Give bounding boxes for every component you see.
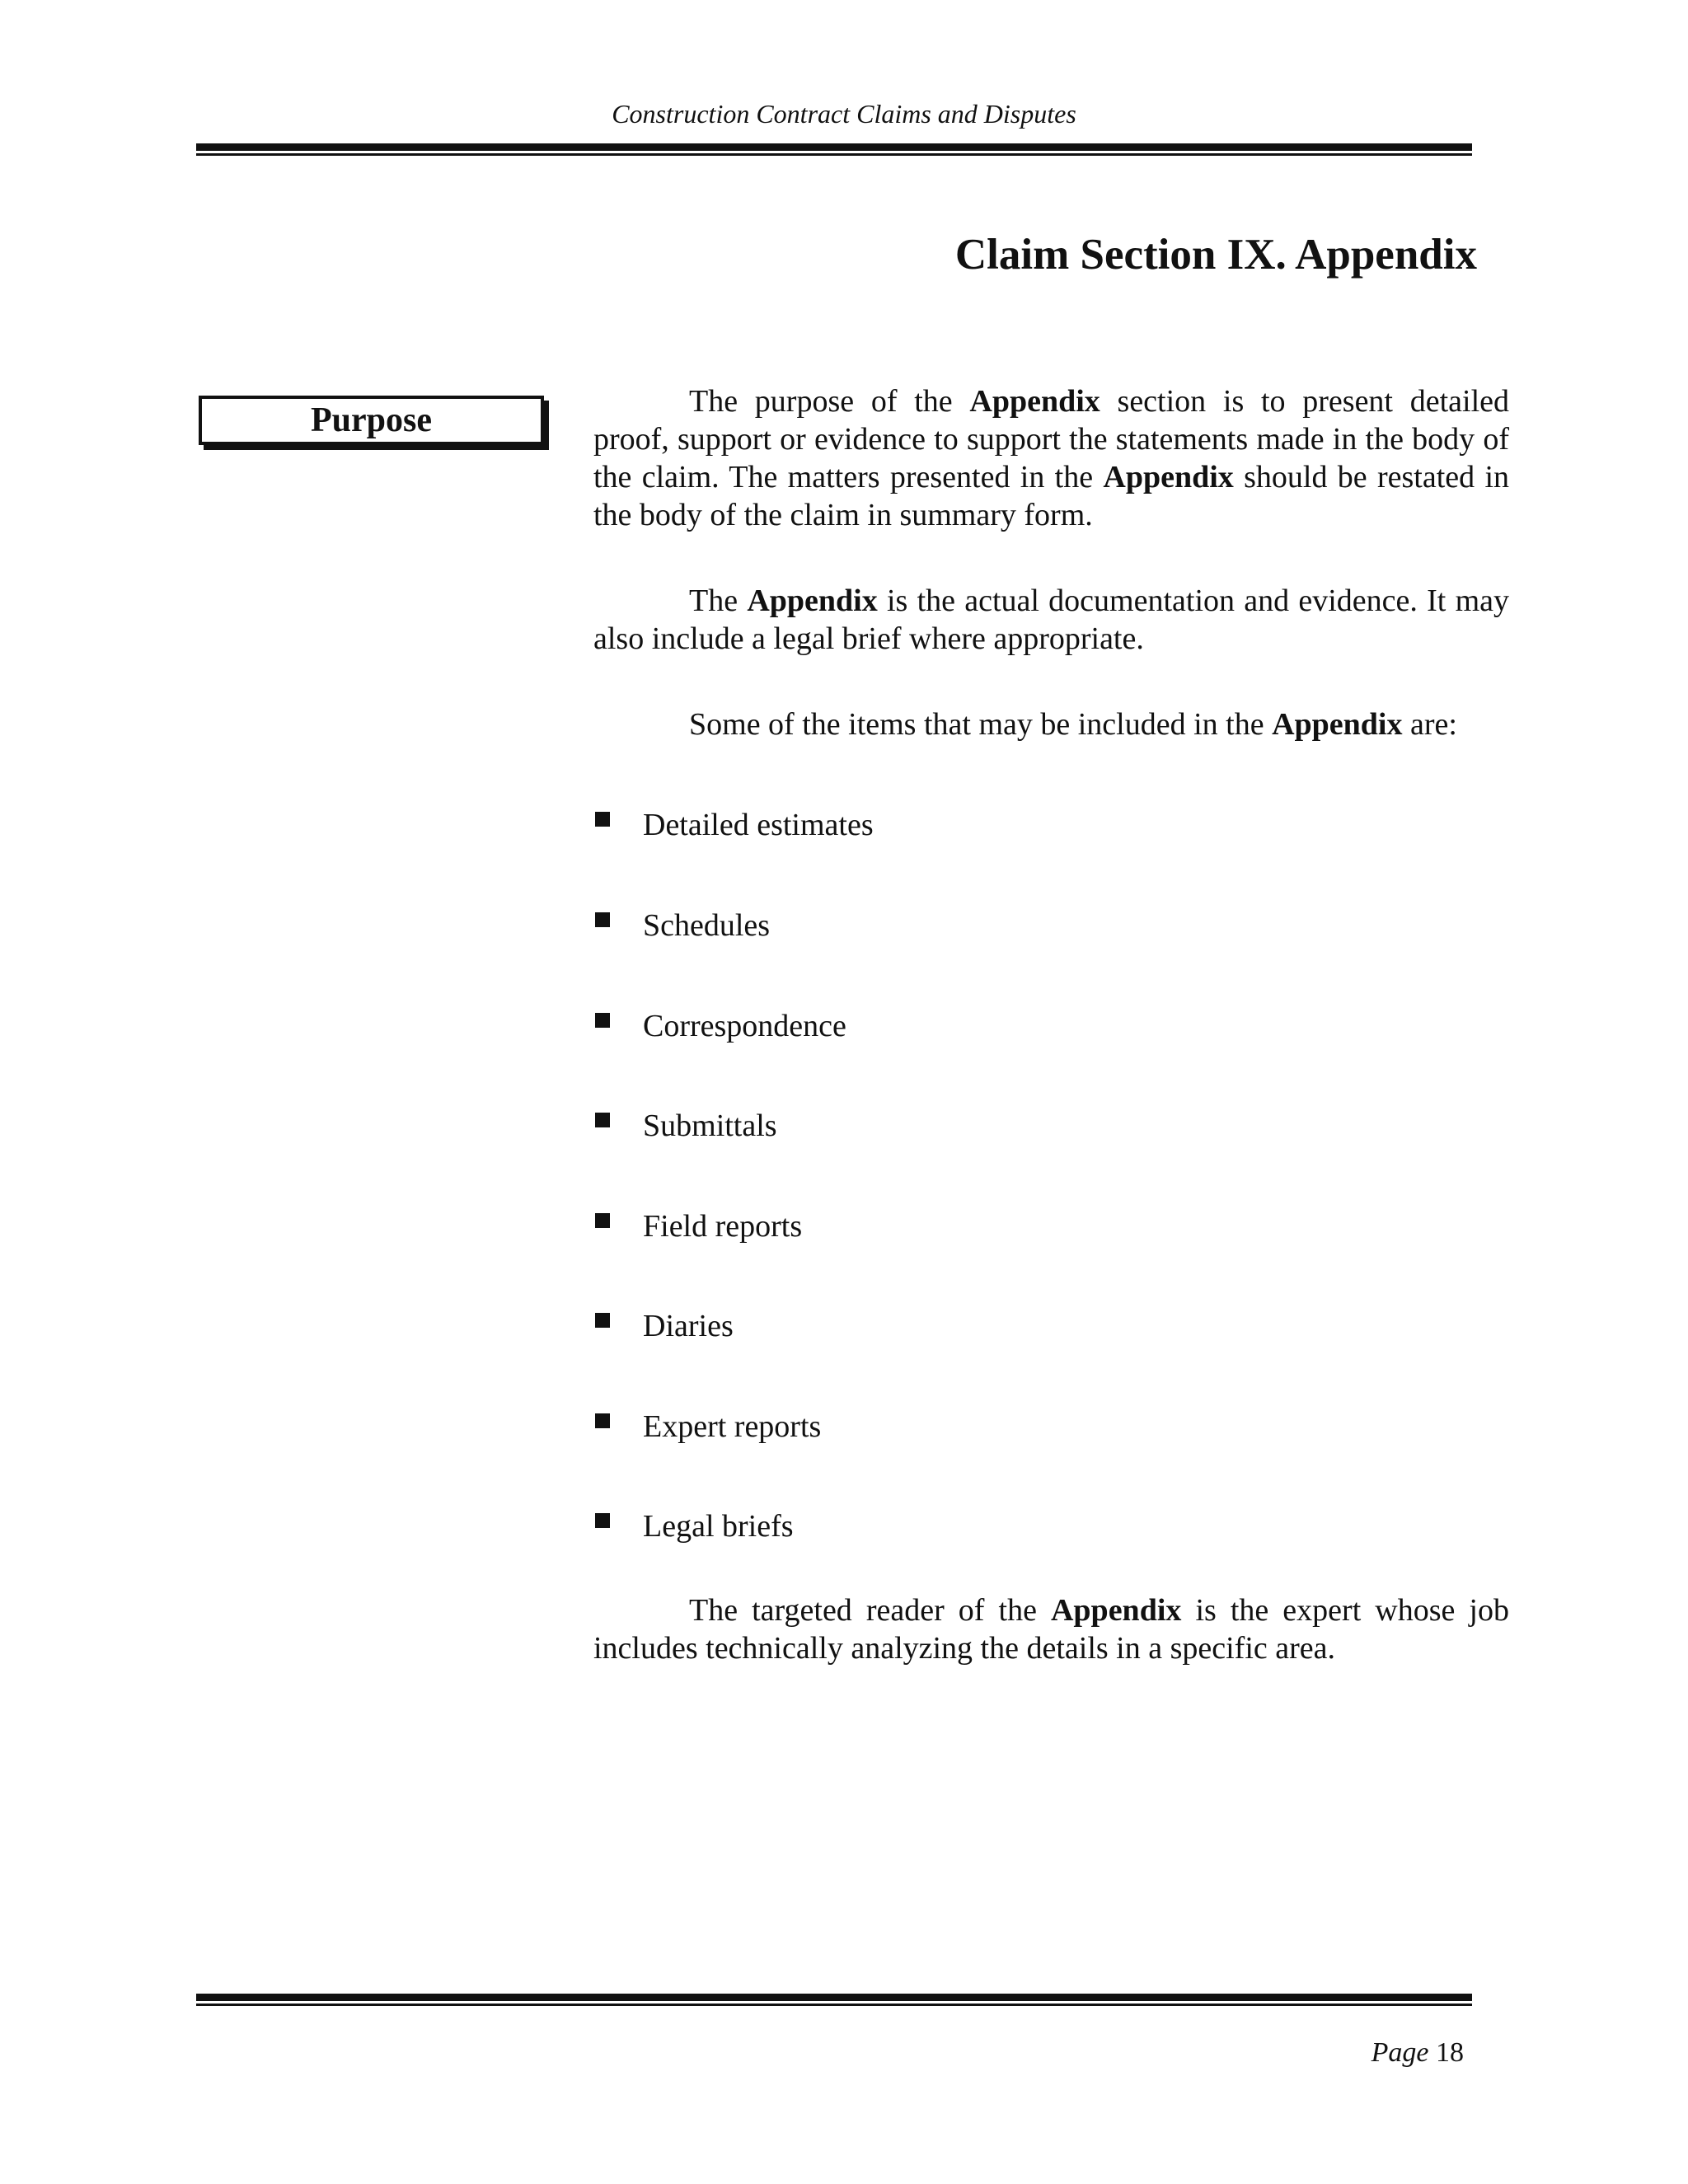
text-run: Some of the items that may be included in the: [689, 707, 1273, 742]
list-item-text: Schedules: [643, 908, 771, 943]
bold-term: Appendix: [1272, 707, 1403, 742]
square-bullet-icon: [595, 812, 610, 827]
footer-rule-thin: [196, 2004, 1472, 2006]
paragraph-items-intro: [593, 705, 1509, 743]
text-run: should be restated in the body of the claim in summary form.: [593, 460, 1509, 532]
list-item: [595, 1408, 821, 1446]
list-item-text: Correspondence: [643, 1009, 846, 1043]
square-bullet-icon: [595, 1313, 610, 1328]
list-item-text: Legal briefs: [643, 1509, 794, 1544]
header-rule: [196, 143, 1472, 151]
text-run: The: [689, 583, 748, 618]
square-bullet-icon: [595, 1513, 610, 1528]
square-bullet-icon: [595, 1213, 610, 1228]
list-item: [595, 1007, 846, 1045]
page-number-value: 18: [1436, 2037, 1464, 2068]
footer-rule: [196, 1994, 1472, 2001]
list-item: [595, 1207, 802, 1245]
bold-term: Appendix: [747, 583, 878, 618]
bold-term: Appendix: [1050, 1593, 1182, 1628]
square-bullet-icon: [595, 1113, 610, 1127]
list-item: [595, 1307, 734, 1345]
bold-term: Appendix: [969, 384, 1100, 419]
list-item-text: Detailed estimates: [643, 808, 874, 842]
list-item-text: Diaries: [643, 1309, 734, 1343]
square-bullet-icon: [595, 1413, 610, 1428]
paragraph-documentation: [593, 582, 1509, 658]
list-item: [595, 1107, 777, 1145]
page-number: [1372, 2036, 1464, 2070]
list-item-text: Submittals: [643, 1108, 777, 1143]
square-bullet-icon: [595, 912, 610, 927]
text-run: section is to present detailed proof, support or evidence to support the statements made in the body of the claim. The matters presented in the: [593, 384, 1509, 494]
text-run: The targeted reader of the: [689, 1593, 1051, 1628]
paragraph-purpose: [593, 382, 1509, 534]
paragraph-targeted-reader: [593, 1591, 1509, 1667]
purpose-label-box: [199, 396, 544, 445]
square-bullet-icon: [595, 1013, 610, 1028]
list-item-text: Field reports: [643, 1209, 803, 1244]
section-title: Claim Section IX. Appendix: [954, 231, 1477, 279]
bold-term: Appendix: [1103, 460, 1234, 494]
header-rule-thin: [196, 153, 1472, 156]
running-header: Construction Contract Claims and Disputes: [612, 99, 1076, 129]
text-run: is the expert whose job includes technically analyzing the details in a specific area.: [593, 1593, 1509, 1666]
page-label: Page: [1371, 2037, 1429, 2068]
text-run: The purpose of the: [689, 384, 970, 419]
list-item: [595, 1507, 794, 1545]
list-item: [595, 806, 874, 844]
purpose-label: Purpose: [311, 401, 432, 439]
list-item: [595, 907, 770, 944]
text-run: is the actual documentation and evidence. It may also include a legal brief where appropriate.: [593, 583, 1510, 656]
text-run: are:: [1402, 707, 1457, 742]
list-item-text: Expert reports: [643, 1409, 822, 1444]
